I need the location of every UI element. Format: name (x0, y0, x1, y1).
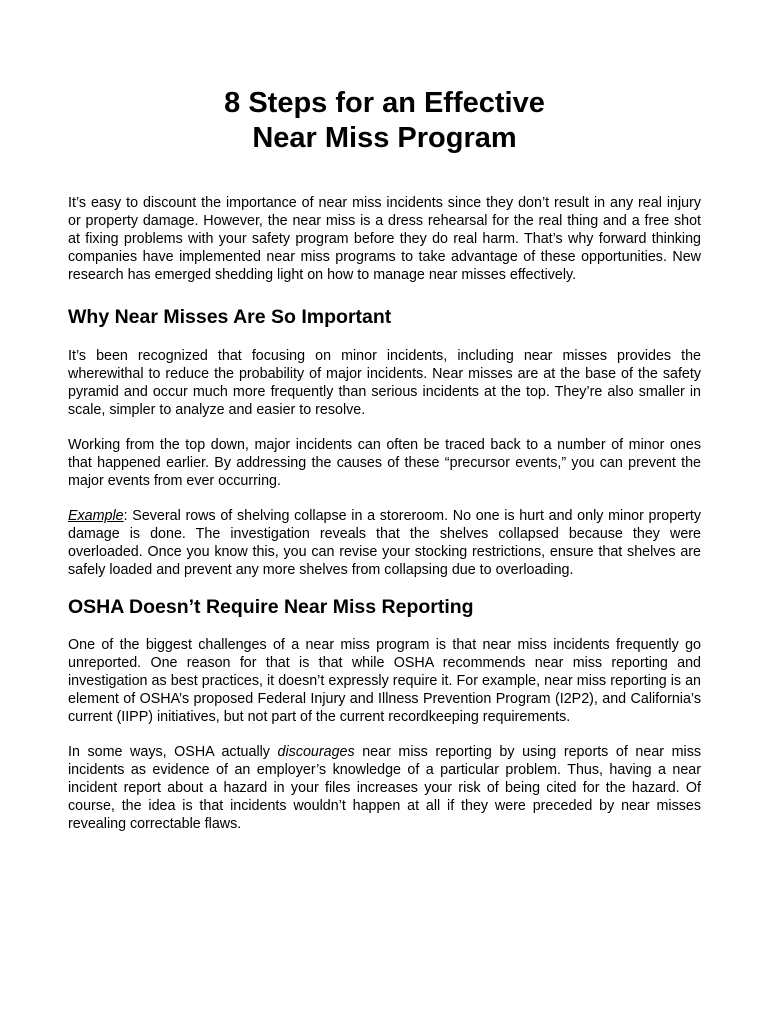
example-paragraph (68, 507, 701, 579)
section2-paragraph-2 (68, 743, 701, 833)
section2-paragraph-1: One of the biggest challenges of a near miss program is that near miss incidents frequently go unreported. One reason for that is that while OSHA recommends near miss reporting and investigation as best practices, it doesn’t expressly require it. For example, near miss reporting is an element of OSHA’s proposed Federal Injury and Illness Prevention Program (I2P2), and California’s current (IIPP) initiatives, but not part of the current recordkeeping requirements. (68, 637, 701, 725)
section2-paragraph-2-end: near miss reporting by using reports of near miss incidents as evidence of an employer’s knowledge of a particular problem. Thus, having a near incident report about a hazard in your files increases your risk of being cited for the hazard. Of course, the idea is that incidents wouldn’t happen at all if they were preceded by near misses revealing correctable flaws. (68, 744, 701, 832)
section1-paragraph-1: It’s been recognized that focusing on minor incidents, including near misses provides the wherewithal to reduce the probability of major incidents. Near misses are at the base of the safety pyramid and occur much more frequently than serious incidents at the top. They’re also smaller in scale, simpler to analyze and easier to resolve. (68, 348, 701, 418)
intro-paragraph: It’s easy to discount the importance of near miss incidents since they don’t result in any real injury or property damage. However, the near miss is a dress rehearsal for the real thing and a free shot at fixing problems with your safety program before they do real harm. That’s why forward thinking companies have implemented near miss programs to take advantage of these opportunities. New research has emerged shedding light on how to manage near misses effectively. (68, 195, 701, 283)
example-label: Example (68, 508, 124, 524)
document-page (68, 86, 701, 833)
section-heading-why-near-misses: Why Near Misses Are So Important (68, 306, 392, 328)
section1-paragraph-2: Working from the top down, major incidents can often be traced back to a number of minor ones that happened earlier. By addressing the causes of these “precursor events,” you can prevent the major events from ever occurring. (68, 437, 701, 489)
discourages-emphasis: discourages (277, 744, 355, 760)
document-title (68, 86, 701, 156)
section2-paragraph-2-start: In some ways, OSHA actually (68, 744, 278, 760)
title-line-2: Near Miss Program (252, 122, 517, 154)
section-heading-osha: OSHA Doesn’t Require Near Miss Reporting (68, 596, 474, 618)
example-text: : Several rows of shelving collapse in a storeroom. No one is hurt and only minor property damage is done. The investigation reveals that the shelves collapsed because they were overloaded. Once you know this, you can revise your stocking restrictions, ensure that shelves are safely loaded and prevent any more shelves from collapsing due to overloading. (68, 508, 701, 578)
title-line-1: 8 Steps for an Effective (224, 87, 545, 119)
